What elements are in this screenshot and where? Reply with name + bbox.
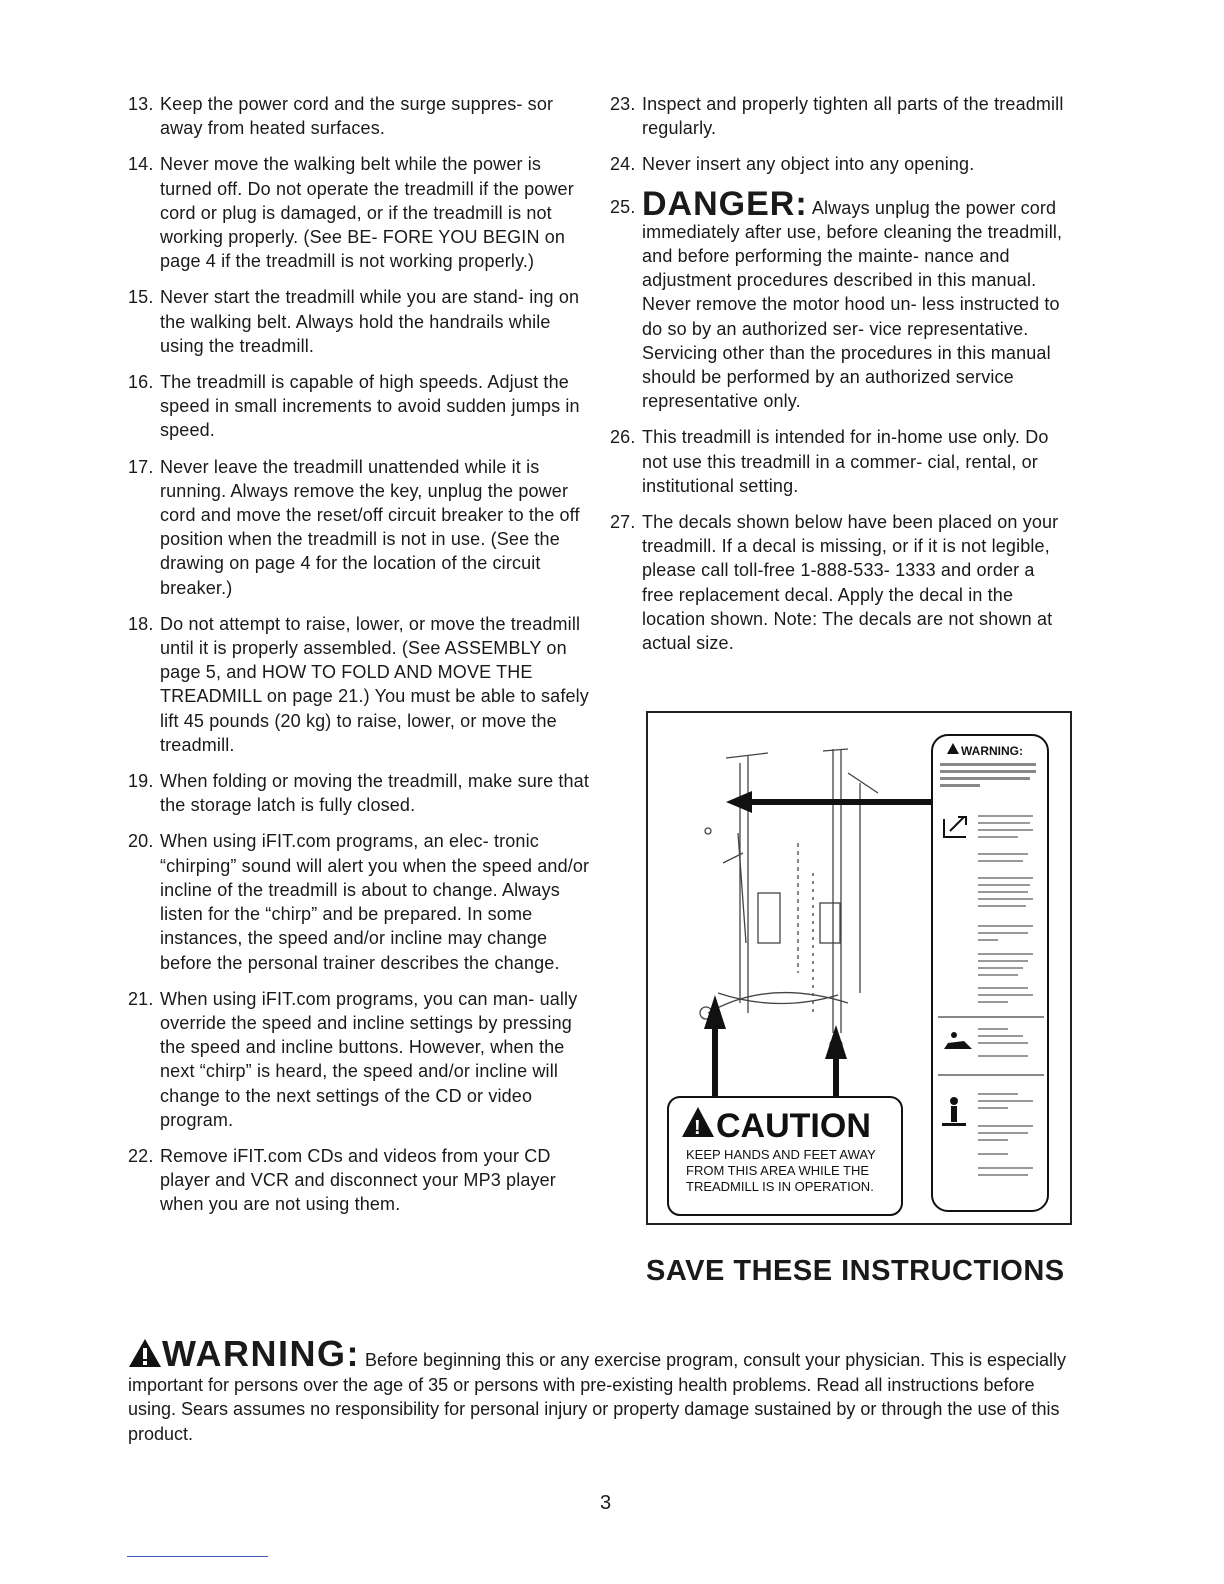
- decal-illustration: [646, 711, 1072, 1225]
- list-item: 13. Keep the power cord and the surge suppres- sor away from heated surfaces.: [128, 94, 554, 139]
- danger-heading: DANGER:: [642, 184, 808, 223]
- list-item: 22. Remove iFIT.com CDs and videos from your CD player and VCR and disconnect your MP3 player when you are not using them.: [128, 1145, 556, 1215]
- svg-text:!: !: [694, 1117, 701, 1139]
- list-item: 15. Never start the treadmill while you are stand- ing on the walking belt. Always hold the handrails while using the treadmill.: [128, 287, 580, 356]
- warning-text: Before beginning this or any exercise program, consult your physician. This is especially important for persons over the age of 35 or persons with pre-existing health problems. Read all instructions before using. Sears assumes no responsibility for personal injury or property damage sustained by or through the use of this product.: [128, 1350, 1067, 1444]
- list-item: 20. When using iFIT.com programs, an elec- tronic “chirping” sound will alert you when the speed and/or incline of the treadmill is about to change. Always listen for the “chirp” and be prepared. In some instances, the speed and/or incline may change before the personal trainer describes the change.: [128, 831, 590, 973]
- svg-text:CAUTION: CAUTION: [716, 1107, 871, 1145]
- list-item: 24. Never insert any object into any opening.: [610, 154, 975, 175]
- list-item: 18. Do not attempt to raise, lower, or move the treadmill until it is properly assembled. (See ASSEMBLY on page 5, and HOW TO FOLD AND MOVE THE TREADMILL on page 21.) You must be able to safely lift 45 pounds (20 kg) to raise, lower, or move the treadmill.: [128, 613, 589, 755]
- right-column: [610, 92, 1070, 667]
- danger-item: 25. DANGER: Always unplug the power cord immediately after use, before cleaning the treadmill, and before performing the mainte- nance and adjustment procedures described in this manual. Never remove the motor hood un- less instructed to do so by an authorized ser- vice representative. Servicing other than the procedures in this manual should be performed by an authorized service representative only.: [610, 184, 1063, 412]
- svg-text:WARNING:: WARNING:: [961, 744, 1023, 758]
- warning-heading: WARNING:: [162, 1333, 360, 1374]
- list-item: 26. This treadmill is intended for in-home use only. Do not use this treadmill in a commer- cial, rental, or institutional setting.: [610, 427, 1049, 496]
- svg-text:FROM THIS AREA WHILE THE: FROM THIS AREA WHILE THE: [686, 1163, 869, 1178]
- save-instructions-heading: SAVE THESE INSTRUCTIONS: [646, 1255, 1065, 1287]
- list-item: 14. Never move the walking belt while the power is turned off. Do not operate the treadmill if the power cord or plug is damaged, or if the treadmill is not working properly. (See BE- FORE YOU BEGIN on page 4 if the treadmill is not working properly.): [128, 154, 574, 272]
- list-item: 27. The decals shown below have been placed on your treadmill. If a decal is missing, or if it is not legible, please call toll-free 1-888-533- 1333 and order a free replacement decal. Apply the decal in the location shown. Note: The decals are not shown at actual size.: [610, 512, 1059, 654]
- svg-text:TREADMILL IS IN OPERATION.: TREADMILL IS IN OPERATION.: [686, 1179, 874, 1194]
- footer-divider: [127, 1556, 268, 1557]
- list-item: 19. When folding or moving the treadmill, make sure that the storage latch is fully closed.: [128, 771, 589, 816]
- left-column: [128, 92, 593, 1229]
- page-number: 3: [600, 1492, 612, 1514]
- list-item: 21. When using iFIT.com programs, you can man- ually override the speed and incline settings by pressing the speed and incline buttons. However, when the next “chirp” is heard, the speed and/or incline will change to the next settings of the CD or video program.: [128, 988, 578, 1130]
- list-item: 23. Inspect and properly tighten all parts of the treadmill regularly.: [610, 94, 1064, 139]
- warning-triangle-icon: [128, 1338, 162, 1368]
- list-item: 16. The treadmill is capable of high speeds. Adjust the speed in small increments to avoid sudden jumps in speed.: [128, 372, 580, 441]
- list-item: 17. Never leave the treadmill unattended while it is running. Always remove the key, unplug the power cord and move the reset/off circuit breaker to the off position when the treadmill is not in use. (See the drawing on page 4 for the location of the circuit breaker.): [128, 456, 580, 598]
- treadmill-drawing: [648, 713, 1070, 1223]
- svg-text:KEEP HANDS AND FEET AWAY: KEEP HANDS AND FEET AWAY: [686, 1147, 876, 1162]
- warning-block: [128, 1333, 1078, 1446]
